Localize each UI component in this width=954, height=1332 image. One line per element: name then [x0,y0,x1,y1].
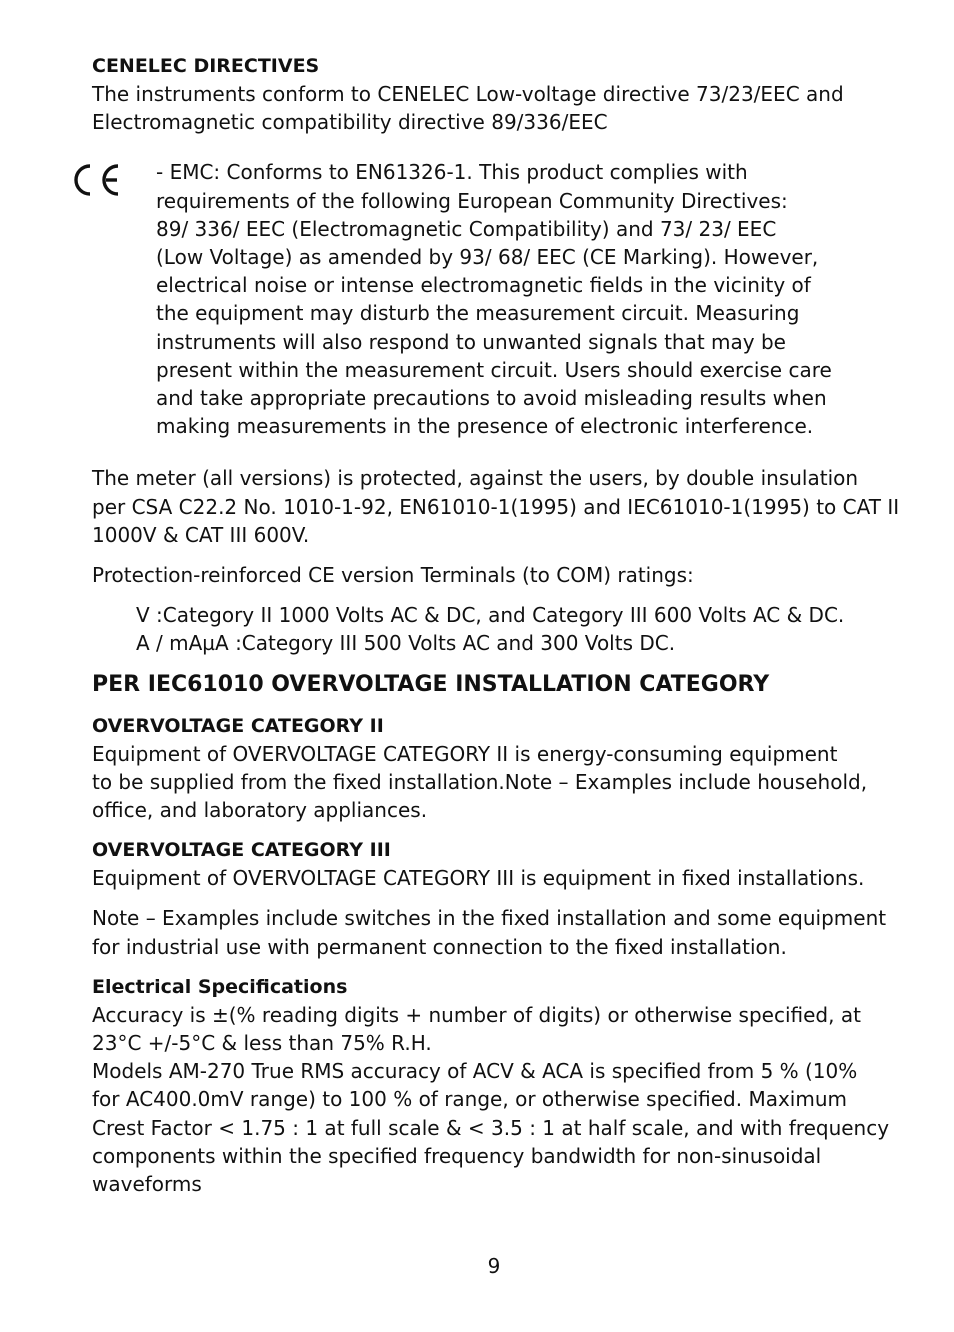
note-text [92,904,902,960]
emc-line: electrical noise or intense electromagnetic fields in the vicinity of [156,273,811,298]
cenelec-text-line: Electromagnetic compatibility directive 89/336/EEC [92,110,608,135]
note-line: for industrial use with permanent connection to the fixed installation. [92,934,787,959]
ce-mark-icon [70,162,140,198]
cenelec-text-line: The instruments conform to CENELEC Low-voltage directive 73/23/EEC and [92,82,844,106]
emc-line: and take appropriate precautions to avoid misleading results when [156,386,827,411]
accuracy-line: 23°C +/-5°C & less than 75% R.H. [92,1031,432,1056]
emc-line: 89/ 336/ EEC (Electromagnetic Compatibility) and 73/ 23/ EEC [156,216,777,241]
terminals-intro: Protection-reinforced CE version Terminals (to COM) ratings: [92,563,694,588]
emc-line: making measurements in the presence of electronic interference. [156,414,814,439]
models-line: for AC400.0mV range) to 100 % of range, or otherwise specified. Maximum [92,1087,847,1112]
emc-line: requirements of the following European Community Directives: [156,188,788,213]
cat2-heading: OVERVOLTAGE CATEGORY II [92,714,384,737]
terminal-v-rating: V :Category II 1000 Volts AC & DC, and Category III 600 Volts AC & DC. [136,603,845,628]
protection-line: The meter (all versions) is protected, against the users, by double insulation [92,466,859,491]
protection-line: 1000V & CAT III 600V. [92,522,310,547]
cat2-line: to be supplied from the fixed installation.Note – Examples include household, [92,769,868,794]
cat3-heading: OVERVOLTAGE CATEGORY III [92,839,391,862]
terminal-ratings [92,601,902,657]
emc-line: instruments will also respond to unwanted signals that may be [156,329,786,354]
cat3-text: Equipment of OVERVOLTAGE CATEGORY III is equipment in fixed installations. [92,866,865,891]
emc-line: the equipment may disturb the measurement circuit. Measuring [156,301,800,326]
terminal-a-rating: A / mAµA :Category III 500 Volts AC and 300 Volts DC. [136,631,676,656]
protection-line: per CSA C22.2 No. 1010-1-92, EN61010-1(1995) and IEC61010-1(1995) to CAT II [92,494,900,519]
emc-text [156,158,846,440]
note-line: Note – Examples include switches in the fixed installation and some equipment [92,906,887,931]
emc-line: present within the measurement circuit. Users should exercise care [156,357,832,382]
models-text [92,1057,902,1198]
protection-text [92,464,902,549]
models-line: Crest Factor < 1.75 : 1 at full scale & < 3.5 : 1 at half scale, and with frequency [92,1115,890,1140]
emc-line: - EMC: Conforms to EN61326-1. This product complies with [156,160,748,185]
cenelec-heading: CENELEC DIRECTIVES [92,55,320,77]
models-line: components within the specified frequency bandwidth for non-sinusoidal [92,1143,822,1168]
electrical-heading: Electrical Specifications [92,975,348,998]
cenelec-text [92,80,902,136]
document-page [92,52,902,1198]
cat2-text [92,740,902,825]
page-number: 9 [487,1254,501,1278]
accuracy-line: Accuracy is ±(% reading digits + number of digits) or otherwise specified, at [92,1002,861,1027]
models-line: waveforms [92,1172,202,1197]
models-line: Models AM-270 True RMS accuracy of ACV & ACA is specified from 5 % (10% [92,1059,858,1084]
cat2-line: Equipment of OVERVOLTAGE CATEGORY II is energy-consuming equipment [92,741,838,766]
emc-block [92,158,846,440]
emc-line: (Low Voltage) as amended by 93/ 68/ EEC (CE Marking). However, [156,245,819,270]
iec-heading: PER IEC61010 OVERVOLTAGE INSTALLATION CATEGORY [92,671,770,697]
accuracy-text [92,1001,902,1057]
cat2-line: office, and laboratory appliances. [92,798,428,823]
